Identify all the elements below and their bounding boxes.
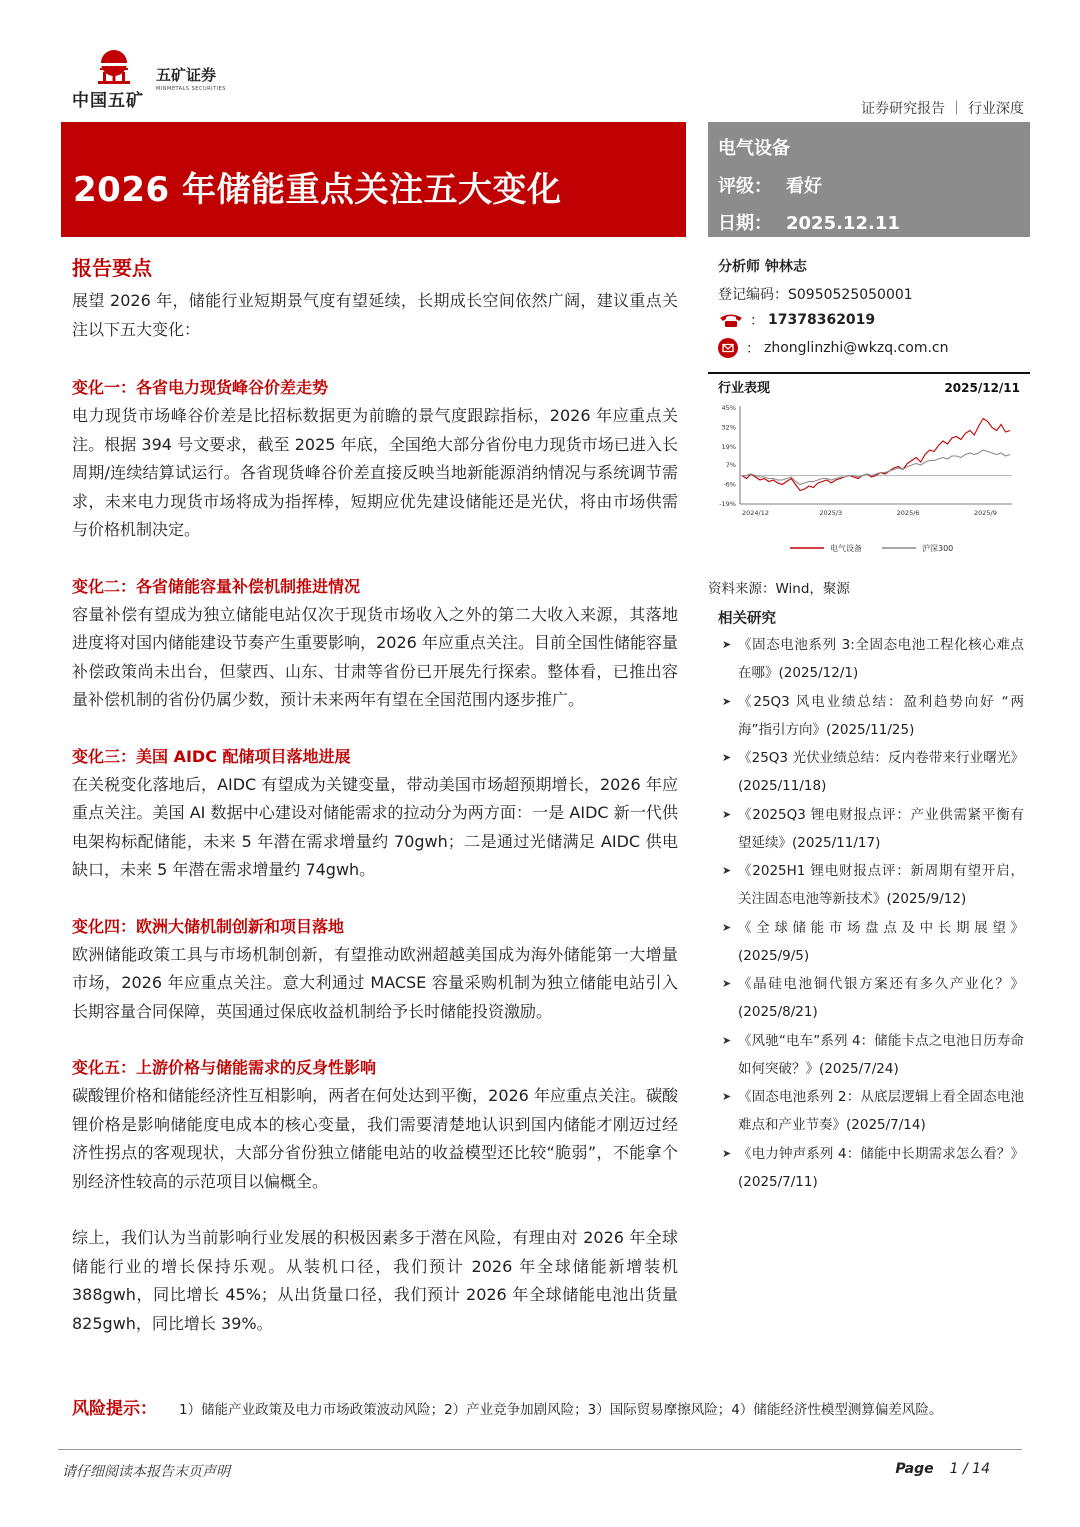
section-2 <box>72 573 678 715</box>
company-logo <box>72 48 232 111</box>
analyst-reg: 登记编码：S0950525050001 <box>718 287 913 303</box>
y-tick-label: 32% <box>721 423 736 432</box>
colon: ： <box>746 341 760 357</box>
section-title: 变化二：各省储能容量补偿机制推进情况 <box>72 576 361 596</box>
risk-label: 风险提示： <box>72 1399 157 1419</box>
section-3 <box>72 743 678 885</box>
report-body <box>72 252 678 1338</box>
date-value: 2025.12.11 <box>786 213 900 234</box>
x-tick-label: 2025/9 <box>974 509 997 517</box>
y-tick-label: -19% <box>719 500 736 508</box>
legend-label: 沪深300 <box>922 544 954 553</box>
email-icon <box>718 338 738 358</box>
section-4 <box>72 913 678 1027</box>
section-5 <box>72 1054 678 1196</box>
securities-name-en: MINMETALS SECURITIES <box>156 86 226 92</box>
related-research-list <box>722 631 1024 1196</box>
summary-paragraph: 综上，我们认为当前影响行业发展的积极因素多于潜在风险，有理由对 2026 年全球储能行业的增长保持乐观。从装机口径，我们预计 2026 年全球储能新增装机 388gwh，同比增长 45%；从出货量口径，我们预计 2026 年全球储能电池出货量 825gwh，同比增长 39%。 <box>72 1228 678 1333</box>
footer-disclaimer: 请仔细阅读本报告末页声明 <box>62 1464 230 1480</box>
section-text: 碳酸锂价格和储能经济性互相影响，两者在何处达到平衡，2026 年应重点关注。碳酸锂价格是影响储能度电成本的核心变量，我们需要清楚地认识到国内储能才刚迈过经济性拐点的客观现状，大部分省份独立储能电站的收益模型还比较“脆弱”，不能拿个别经济性较高的示范项目以偏概全。 <box>72 1086 678 1191</box>
key-points-heading: 报告要点 <box>72 256 152 280</box>
securities-name-cn: 五矿证券 <box>156 66 217 84</box>
related-report-link[interactable]: ➤ 《晶硅电池铜代银方案还有多久产业化？》(2025/8/21) <box>722 970 1024 1026</box>
section-title: 变化四：欧洲大储机制创新和项目落地 <box>72 916 345 936</box>
y-tick-label: 45% <box>721 404 736 412</box>
company-name-cn: 中国五矿 <box>72 91 144 111</box>
related-report-link[interactable]: ➤ 《25Q3 光伏业绩总结：反内卷带来行业曙光》(2025/11/18) <box>722 744 1024 800</box>
rating-label: 评级： <box>718 176 772 197</box>
page-number: 1 / 14 <box>949 1461 990 1477</box>
phone-icon <box>718 312 744 328</box>
series-line <box>742 450 1010 485</box>
page-indicator <box>895 1461 990 1477</box>
related-research-heading: 相关研究 <box>718 611 776 627</box>
chart-date: 2025/12/11 <box>944 381 1020 395</box>
x-tick-label: 2025/3 <box>819 509 843 517</box>
rating-value: 看好 <box>786 176 822 197</box>
x-tick-label: 2024/12 <box>742 509 770 517</box>
section-title: 变化一：各省电力现货峰谷价差走势 <box>72 378 329 397</box>
footer-divider <box>58 1449 1022 1450</box>
section-title: 变化五：上游价格与储能需求的反身性影响 <box>72 1058 377 1077</box>
rating-panel <box>708 122 1030 237</box>
section-text: 电力现货市场峰谷价差是比招标数据更为前瞻的景气度跟踪指标，2026 年应重点关注。根据 394 号文要求，截至 2025 年底，全国绝大部分省份电力现货市场已进入长周期/连续结算试运行。各省现货峰谷价差直接反映当地新能源消纳情况与系统调节需求，未来电力现货市场将成为指挥棒，短期应优先建设储能还是光伏，将由市场供需与价格机制决定。 <box>72 406 678 539</box>
x-tick-label: 2025/6 <box>896 509 920 517</box>
related-report-link[interactable]: ➤ 《电力钟声系列 4：储能中长期需求怎么看？》(2025/7/11) <box>722 1140 1024 1196</box>
section-text: 在关税变化落地后，AIDC 有望成为关键变量，带动美国市场超预期增长，2026 年应重点关注。美国 AI 数据中心建设对储能需求的拉动分为两方面：一是 AIDC 新一代供电架构标配储能，未来 5 年潜在需求增量约 70gwh；二是通过光储满足 AIDC 供电缺口，未来 5 年潜在需求增量约 74gwh。 <box>72 774 678 879</box>
analyst-name: 分析师 钟林志 <box>718 259 807 275</box>
minmetals-logo-icon <box>92 48 136 84</box>
analyst-phone-row <box>718 310 875 330</box>
analyst-email-row <box>718 338 948 358</box>
y-tick-label: 7% <box>725 461 736 469</box>
intro-paragraph: 展望 2026 年，储能行业短期景气度有望延续，长期成长空间依然广阔，建议重点关注以下五大变化： <box>72 291 678 339</box>
section-text: 容量补偿有望成为独立储能电站仅次于现货市场收入之外的第二大收入来源，其落地进度将对国内储能建设节奏产生重要影响，2026 年应重点关注。目前全国性储能容量补偿政策尚未出台，但蒙西、山东、甘肃等省份已开展先行探索。整体看，已推出容量补偿机制的省份仍属少数，预计未来两年有望在全国范围内逐步推广。 <box>72 604 678 709</box>
related-report-link[interactable]: ➤ 《固态电池系列 3:全固态电池工程化核心难点在哪》(2025/12/1) <box>722 631 1024 687</box>
title-banner <box>61 122 686 237</box>
email-address: zhonglinzhi@wkzq.com.cn <box>764 340 949 356</box>
phone-number: 17378362019 <box>768 312 876 328</box>
related-report-link[interactable]: ➤ 《风驰“电车”系列 4：储能卡点之电池日历寿命如何突破？》(2025/7/24) <box>722 1027 1024 1083</box>
chart-title: 行业表现 <box>718 381 771 396</box>
data-source: 资料来源：Wind，聚源 <box>708 581 850 597</box>
sector-name: 电气设备 <box>718 138 790 159</box>
related-report-link[interactable]: ➤ 《2025H1 锂电财报点评：新周期有望开启，关注固态电池等新技术》(2025/9/12) <box>722 857 1024 913</box>
page-label: Page <box>895 1461 934 1477</box>
colon: ： <box>750 313 764 329</box>
y-tick-label: -6% <box>723 480 736 489</box>
report-type: 证券研究报告 ｜ 行业深度 <box>861 101 1024 117</box>
rating-row <box>718 172 822 198</box>
risk-text: 1）储能产业政策及电力市场政策波动风险；2）产业竞争加剧风险；3）国际贸易摩擦风险；4）储能经济性模型测算偏差风险。 <box>179 1402 943 1418</box>
section-text: 欧洲储能政策工具与市场机制创新，有望推动欧洲超越美国成为海外储能第一大增量市场，2026 年应重点关注。意大利通过 MACSE 容量采购机制为独立储能电站引入长期容量合同保障，英国通过保底收益机制给予长时储能投资激励。 <box>72 944 678 1021</box>
risk-warning <box>72 1394 1032 1419</box>
related-report-link[interactable]: ➤ 《2025Q3 锂电财报点评：产业供需紧平衡有望延续》(2025/11/17) <box>722 801 1024 857</box>
legend-label: 电气设备 <box>830 544 862 553</box>
related-report-link[interactable]: ➤ 《25Q3 风电业绩总结：盈利趋势向好 “两海”指引方向》(2025/11/25) <box>722 688 1024 744</box>
section-1 <box>72 374 678 545</box>
report-title: 2026 年储能重点关注五大变化 <box>73 170 562 210</box>
performance-chart-svg <box>708 374 1030 572</box>
section-title: 变化三：美国 AIDC 配储项目落地进展 <box>72 746 351 766</box>
industry-performance-chart <box>708 372 1030 572</box>
y-tick-label: 19% <box>721 443 736 451</box>
date-label: 日期： <box>718 213 772 234</box>
related-report-link[interactable]: ➤ 《全球储能市场盘点及中长期展望》(2025/9/5) <box>722 914 1024 970</box>
securities-brand <box>156 64 226 92</box>
related-report-link[interactable]: ➤ 《固态电池系列 2：从底层逻辑上看全固态电池难点和产业节奏》(2025/7/14) <box>722 1083 1024 1139</box>
date-row <box>718 209 900 235</box>
